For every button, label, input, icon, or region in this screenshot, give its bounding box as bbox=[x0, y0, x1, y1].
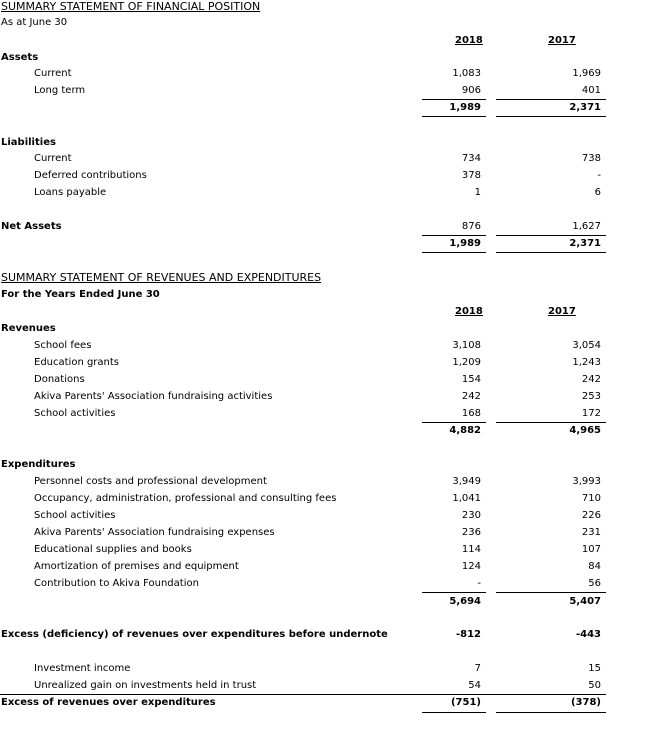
financial-position-subtitle: As at June 30 bbox=[1, 17, 68, 28]
value-2018: 1 bbox=[474, 187, 481, 198]
value-2017: 107 bbox=[581, 544, 601, 555]
net-total-2017: 2,371 bbox=[569, 238, 601, 249]
column-header-2018: 2018 bbox=[455, 306, 483, 317]
value-2017: 710 bbox=[581, 493, 601, 504]
value-2017: 172 bbox=[581, 408, 601, 419]
value-2018: 734 bbox=[461, 153, 481, 164]
net-total-2018: 1,989 bbox=[449, 238, 481, 249]
row-label: School fees bbox=[34, 340, 92, 351]
assets-total-2018: 1,989 bbox=[449, 102, 481, 113]
value-2017: 253 bbox=[581, 391, 601, 402]
row-label: Donations bbox=[34, 374, 85, 385]
total-rule bbox=[496, 116, 606, 117]
subtotal-rule bbox=[496, 592, 606, 593]
value-2018: 124 bbox=[461, 561, 481, 572]
column-header-2017: 2017 bbox=[548, 35, 576, 46]
revenues-statement-subtitle: For the Years Ended June 30 bbox=[1, 289, 160, 300]
value-2018: 906 bbox=[461, 85, 481, 96]
value-2018: 114 bbox=[461, 544, 481, 555]
value-2018: 168 bbox=[461, 408, 481, 419]
value-2018: 236 bbox=[461, 527, 481, 538]
value-2018: 154 bbox=[461, 374, 481, 385]
total-rule bbox=[496, 252, 606, 253]
subtotal-rule bbox=[496, 422, 606, 423]
excess-before-label: Excess (deficiency) of revenues over expenditures before undernote bbox=[1, 629, 388, 640]
revenues-statement-title: SUMMARY STATEMENT OF REVENUES AND EXPENDITURES bbox=[1, 271, 322, 284]
row-label: Current bbox=[34, 153, 72, 164]
value-2018: 1,083 bbox=[452, 68, 481, 79]
value-2018: 242 bbox=[461, 391, 481, 402]
expenditures-total-2018: 5,694 bbox=[449, 596, 481, 607]
value-2017: 231 bbox=[581, 527, 601, 538]
value-2018: 230 bbox=[461, 510, 481, 521]
row-label: Contribution to Akiva Foundation bbox=[34, 578, 199, 589]
expenditures-total-2017: 5,407 bbox=[569, 596, 601, 607]
row-label: Loans payable bbox=[34, 187, 107, 198]
excess-final-label: Excess of revenues over expenditures bbox=[1, 697, 216, 708]
value-2017: 738 bbox=[581, 153, 601, 164]
row-label: School activities bbox=[34, 510, 116, 521]
subtotal-rule bbox=[422, 235, 486, 236]
section-heading-liabilities: Liabilities bbox=[1, 137, 56, 148]
row-label: Akiva Parents' Association fundraising activities bbox=[34, 391, 273, 402]
column-header-2017: 2017 bbox=[548, 306, 576, 317]
row-label: Education grants bbox=[34, 357, 120, 368]
revenues-total-2018: 4,882 bbox=[449, 425, 481, 436]
assets-total-2017: 2,371 bbox=[569, 102, 601, 113]
value-2018: 54 bbox=[468, 680, 481, 691]
total-rule bbox=[422, 252, 486, 253]
subtotal-rule bbox=[496, 99, 606, 100]
value-2017: 401 bbox=[581, 85, 601, 96]
revenues-total-2017: 4,965 bbox=[569, 425, 601, 436]
value-2017: 84 bbox=[588, 561, 601, 572]
value-2018: - bbox=[477, 578, 481, 589]
excess-final-2017: (378) bbox=[570, 697, 601, 708]
value-2018: 1,041 bbox=[452, 493, 481, 504]
subtotal-rule bbox=[496, 235, 606, 236]
excess-before-2018: -812 bbox=[455, 629, 481, 640]
value-2017: 1,969 bbox=[572, 68, 601, 79]
value-2017: 15 bbox=[588, 663, 601, 674]
financial-position-title: SUMMARY STATEMENT OF FINANCIAL POSITION bbox=[1, 0, 261, 13]
row-label: Investment income bbox=[34, 663, 131, 674]
total-rule bbox=[422, 116, 486, 117]
value-2017: - bbox=[597, 170, 601, 181]
value-2017: 3,993 bbox=[572, 476, 601, 487]
net-assets-label: Net Assets bbox=[1, 221, 62, 232]
subtotal-rule bbox=[422, 592, 486, 593]
value-2018: 378 bbox=[461, 170, 481, 181]
value-2017: 3,054 bbox=[572, 340, 601, 351]
subtotal-rule bbox=[422, 99, 486, 100]
value-2018: 1,209 bbox=[452, 357, 481, 368]
row-label: Unrealized gain on investments held in trust bbox=[34, 680, 257, 691]
row-label: Akiva Parents' Association fundraising expenses bbox=[34, 527, 275, 538]
row-label: Educational supplies and books bbox=[34, 544, 192, 555]
value-2017: 1,627 bbox=[572, 221, 601, 232]
section-heading-revenues: Revenues bbox=[1, 323, 56, 334]
value-2017: 56 bbox=[588, 578, 601, 589]
section-heading-expenditures: Expenditures bbox=[1, 459, 76, 470]
total-rule bbox=[496, 712, 606, 713]
value-2017: 6 bbox=[594, 187, 601, 198]
row-label: Current bbox=[34, 68, 72, 79]
row-label: Amortization of premises and equipment bbox=[34, 561, 239, 572]
excess-final-2018: (751) bbox=[450, 697, 481, 708]
row-label: School activities bbox=[34, 408, 116, 419]
section-heading-assets: Assets bbox=[1, 52, 39, 63]
value-2018: 3,108 bbox=[452, 340, 481, 351]
total-rule bbox=[422, 712, 486, 713]
value-2017: 226 bbox=[581, 510, 601, 521]
subtotal-rule bbox=[422, 422, 486, 423]
value-2018: 7 bbox=[474, 663, 481, 674]
column-header-2018: 2018 bbox=[455, 35, 483, 46]
row-label: Occupancy, administration, professional and consulting fees bbox=[34, 493, 337, 504]
row-label: Personnel costs and professional development bbox=[34, 476, 267, 487]
value-2017: 50 bbox=[588, 680, 601, 691]
excess-before-2017: -443 bbox=[575, 629, 601, 640]
row-label: Deferred contributions bbox=[34, 170, 147, 181]
row-label: Long term bbox=[34, 85, 86, 96]
value-2018: 3,949 bbox=[452, 476, 481, 487]
value-2017: 1,243 bbox=[572, 357, 601, 368]
final-rule bbox=[0, 694, 606, 695]
value-2017: 242 bbox=[581, 374, 601, 385]
value-2018: 876 bbox=[461, 221, 481, 232]
